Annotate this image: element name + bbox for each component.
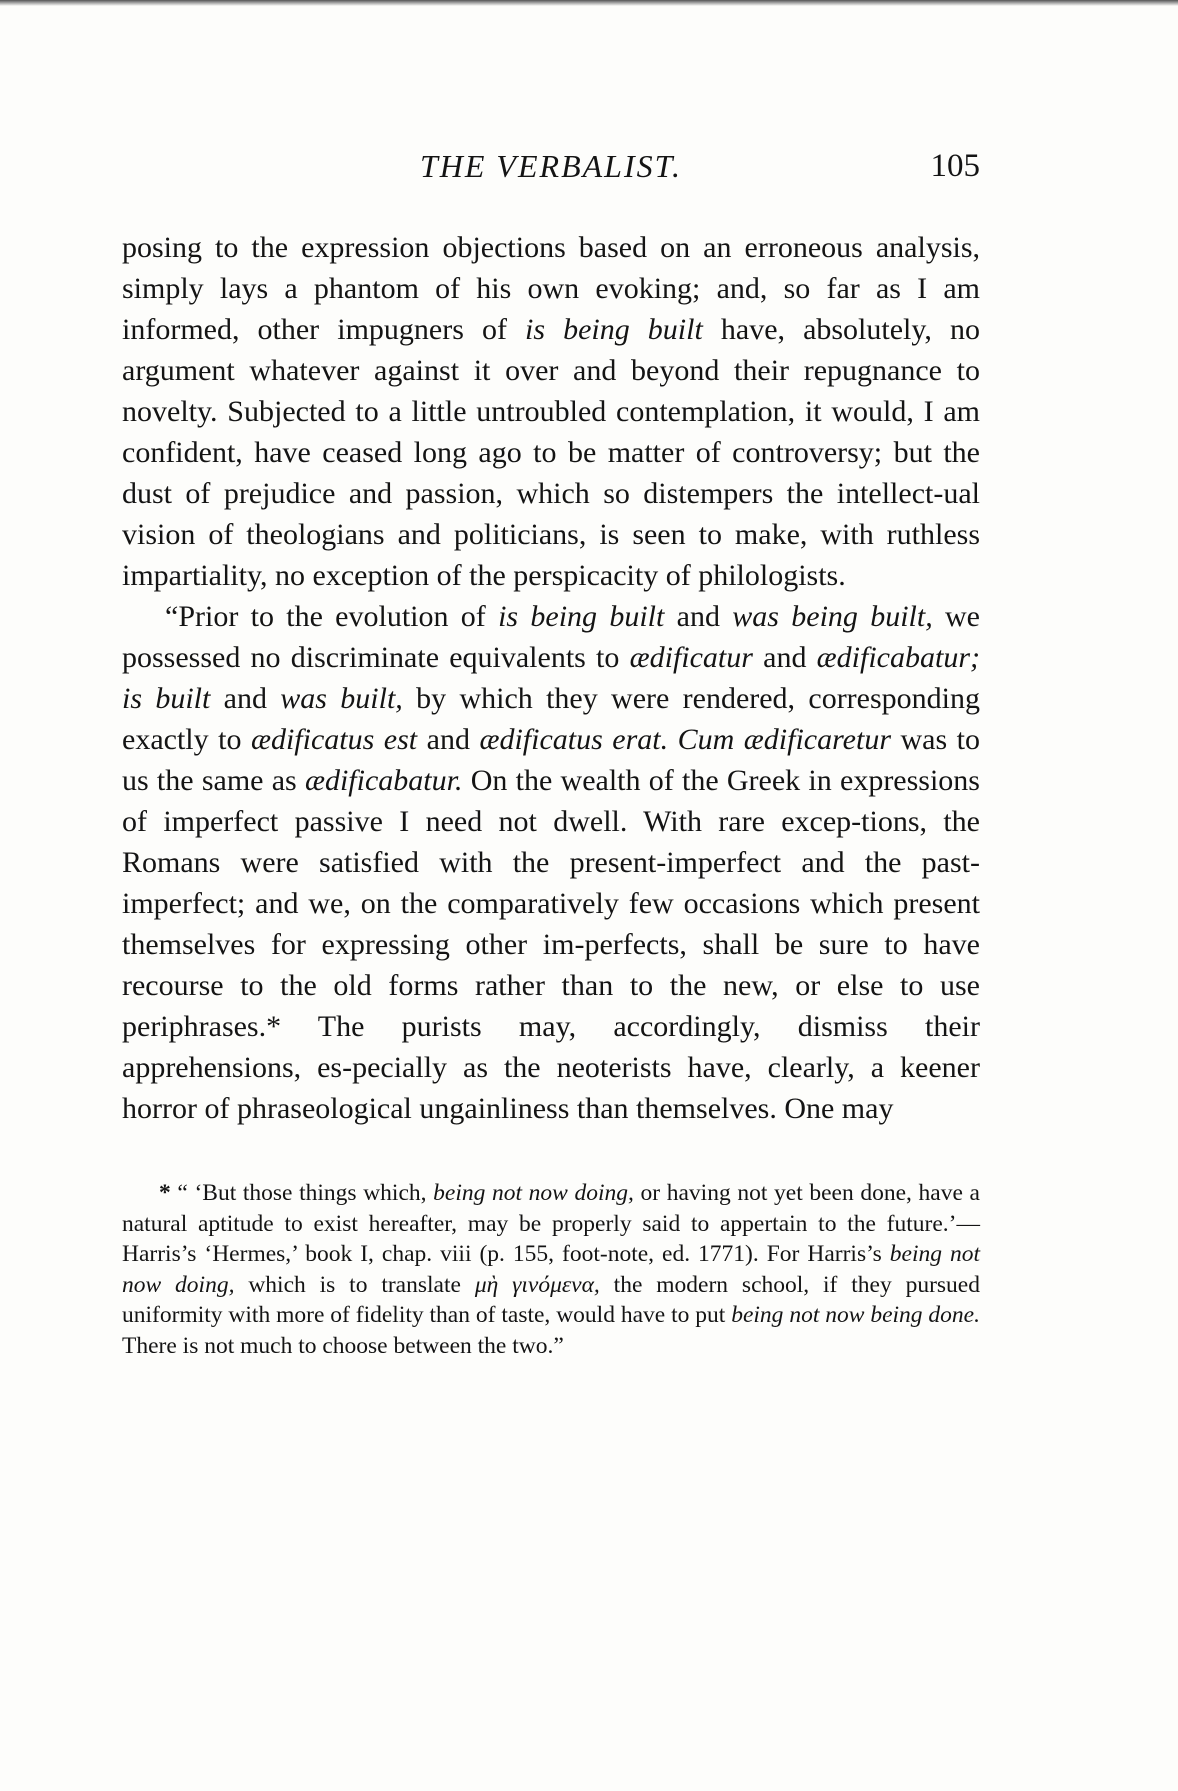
text-run: and <box>752 641 817 674</box>
scan-edge <box>0 0 1178 6</box>
italic-run: is being built <box>498 600 665 633</box>
text-run: or having not yet been done, have a natural aptitude to exist hereafter, may be properly said to appertain to the future.’—Harris’s ‘Hermes,’ book I, chap. viii (p. 155, foot-note, ed. 1771). For Harris’s <box>122 1180 980 1267</box>
italic-run: being not now being done. <box>731 1302 980 1328</box>
text-run: was to us the same as <box>122 723 980 797</box>
greek-phrase: μὴ γινόμενα, <box>474 1271 600 1298</box>
text-run: and <box>210 682 281 715</box>
book-page <box>122 140 980 1361</box>
italic-run: ædificatus est <box>250 723 418 756</box>
text-run: we possessed no discriminate equivalents to <box>122 600 980 674</box>
text-run: There is not much to choose between the two.” <box>122 1332 564 1359</box>
text-run: have, absolutely, no argument whatever against it over and beyond their repugnance to novelty. Subjected to a little untroubled contemplation, it would, I am confident, have ceased long ago to be matter of controversy; but the dust of prejudice and passion, which so distempers the intellect-ual vision of theologians and politicians, is seen to make, with ruthless impartiality, no exception of the perspicacity of philologists. <box>122 313 980 592</box>
italic-run: being not now doing, <box>122 1241 980 1298</box>
italic-run: ædificabatur; is built <box>122 641 980 715</box>
text-run: posing to the expression objections based on an erroneous analysis, simply lays a phantom of his own evoking; and, so far as I am informed, other impugners of <box>122 231 980 346</box>
text-run: On the wealth of the Greek in expressions of imperfect passive I need not dwell. With rare excep-tions, the Romans were satisfied with the present-imperfect and the past-imperfect; and we, on the comparatively few occasions which present themselves for expressing other im-perfects, shall be sure to have recourse to the old forms rather than to the new, or else to use periphrases.* The purists may, accordingly, dismiss their apprehensions, es-pecially as the neoterists have, clearly, a keener horror of phraseological ungainliness than themselves. One may <box>122 764 980 1125</box>
paragraph-1 <box>122 227 980 596</box>
text-run: and <box>417 723 480 756</box>
italic-run: ædificatur <box>629 641 753 674</box>
text-run: and <box>664 600 733 633</box>
text-run: by which they were rendered, corresponding exactly to <box>122 682 980 756</box>
running-head <box>122 140 980 188</box>
italic-run: was built, <box>280 682 403 715</box>
paragraph-2 <box>122 596 980 1129</box>
footnote <box>122 1178 980 1361</box>
running-title: THE VERBALIST. <box>419 148 683 184</box>
italic-run: was being built, <box>732 600 933 633</box>
italic-run: being not now doing, <box>433 1180 634 1206</box>
text-run: the modern school, if they pursued uniformity with more of fidelity than of taste, would have to put <box>122 1271 980 1328</box>
text-run: “Prior to the evolution of <box>165 600 499 633</box>
footnote-marker: * <box>159 1180 171 1206</box>
body-text <box>122 227 980 1129</box>
text-run: which is to translate <box>234 1271 475 1298</box>
page-number: 105 <box>930 148 980 184</box>
footnote-paragraph <box>122 1178 980 1361</box>
text-run: “ ‘But those things which, <box>170 1180 434 1206</box>
italic-run: is being built <box>525 313 703 346</box>
italic-run: ædificabatur. <box>304 764 463 797</box>
italic-run: ædificatus erat. Cum ædificaretur <box>479 723 891 756</box>
